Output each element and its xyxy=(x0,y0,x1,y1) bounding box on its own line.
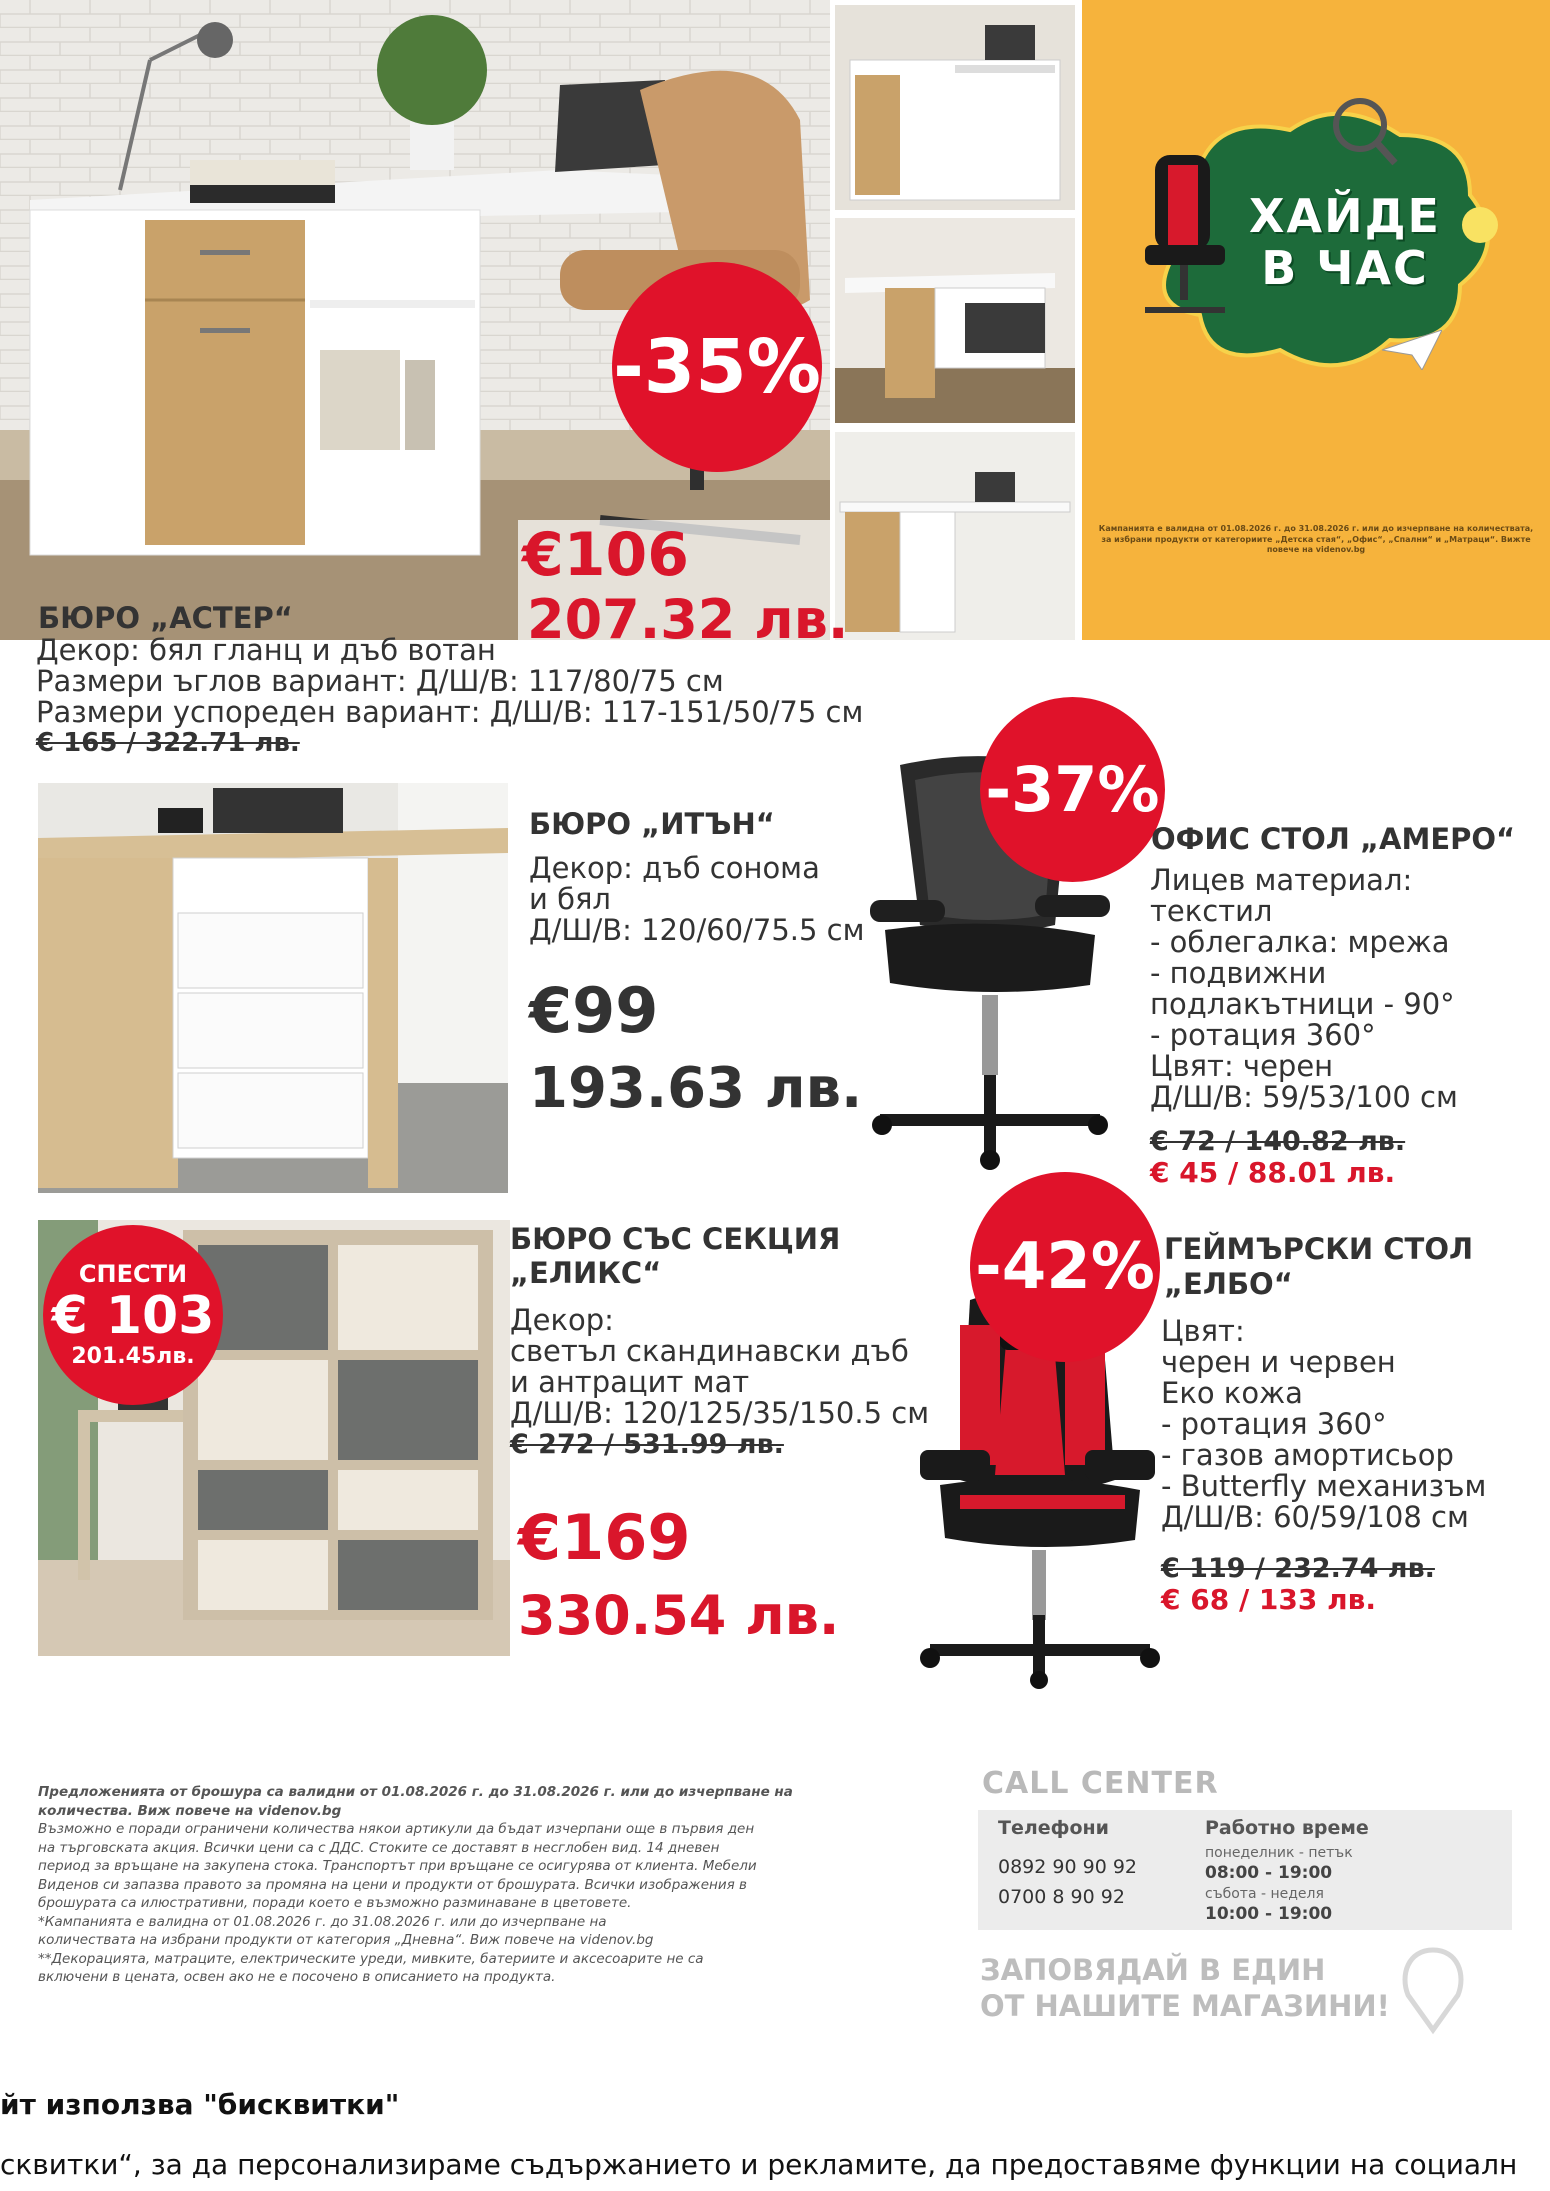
terms-line: **Декорацията, матраците, електрическите уреди, мивките, батериите и аксесоарите не са xyxy=(38,1950,704,1967)
amero-line-3: - облегалка: мрежа xyxy=(1150,925,1450,959)
aster-corner-size-line: Размери ъглов вариант: Д/Ш/В: 117/80/75 см xyxy=(36,664,724,698)
aster-old-price: € 165 / 322.71 лв. xyxy=(36,728,300,758)
eliks-savings-bgn: 201.45лв. xyxy=(71,1344,195,1369)
promo-title-line1: ХАЙДЕ xyxy=(1249,189,1441,243)
terms-line: *Кампанията е валидна от 01.08.2026 г. до 31.08.2026 г. или до изчерпване на xyxy=(38,1913,607,1930)
terms-line: Възможно е поради ограничени количества някои артикули да бъдат изчерпани още в първия ден xyxy=(38,1821,755,1837)
terms-line: Виденов си запазва правото за промяна на цени и продукти от брошурата. Всички изображения в xyxy=(38,1876,747,1893)
aster-discount-badge xyxy=(612,262,822,472)
phone-number[interactable]: 0892 90 90 92 xyxy=(998,1856,1138,1878)
amero-line-6: - ротация 360° xyxy=(1150,1018,1376,1052)
terms-block xyxy=(38,1783,953,1987)
terms-line: количества. Виж повече на videnov.bg xyxy=(38,1802,342,1819)
eliks-line-1: Декор: xyxy=(510,1303,614,1337)
aster-variant-photo-2 xyxy=(835,218,1075,423)
eliks-savings-label: СПЕСТИ xyxy=(78,1260,188,1288)
eliks-price-bgn: 330.54 лв. xyxy=(518,1584,840,1647)
aster-straight-size-line: Размери успореден вариант: Д/Ш/В: 117-151/50/75 см xyxy=(36,695,864,729)
aster-price-bgn: 207.32 лв. xyxy=(527,588,849,651)
elbo-line-5: - газов амортисьор xyxy=(1161,1438,1454,1472)
eliks-line-2: светъл скандинавски дъб xyxy=(510,1334,909,1368)
itan-desk-photo xyxy=(38,783,508,1193)
eliks-line-4: Д/Ш/В: 120/125/35/150.5 см xyxy=(510,1396,930,1430)
elbo-title-line1: ГЕЙМЪРСКИ СТОЛ xyxy=(1164,1232,1474,1266)
paper-plane-icon xyxy=(1382,330,1442,370)
aster-decor-line: Декор: бял гланц и дъб вотан xyxy=(36,633,496,667)
amero-discount-label: -37% xyxy=(985,753,1160,826)
elbo-line-4: - ротация 360° xyxy=(1161,1407,1387,1441)
aster-variant-photo-1 xyxy=(835,5,1075,210)
aster-title: БЮРО „АСТЕР“ xyxy=(38,601,293,635)
promo-panel xyxy=(1082,0,1550,640)
cookie-banner xyxy=(0,2070,1550,2191)
amero-line-4: - подвижни xyxy=(1150,956,1327,990)
store-pin-icon xyxy=(1398,1945,1468,2035)
store-invite xyxy=(980,1952,1390,2024)
terms-line: Предложенията от брошура са валидни от 01.08.2026 г. до 31.08.2026 г. или до изчерпване на xyxy=(38,1784,793,1800)
itan-price-eur: €99 xyxy=(529,974,659,1047)
itan-title: БЮРО „ИТЪН“ xyxy=(529,807,775,841)
itan-size-line: Д/Ш/В: 120/60/75.5 см xyxy=(529,913,865,947)
itan-price-bgn: 193.63 лв. xyxy=(529,1056,863,1121)
amero-title: ОФИС СТОЛ „АМЕРО“ xyxy=(1151,822,1516,856)
elbo-line-3: Еко кожа xyxy=(1161,1376,1303,1410)
eliks-old-price: € 272 / 531.99 лв. xyxy=(510,1429,784,1460)
store-invite-line2: ОТ НАШИТЕ МАГАЗИНИ! xyxy=(980,1989,1390,2023)
cookie-text: сквитки“, за да персонализираме съдържанието и рекламите, да предоставяме функции на социалн xyxy=(0,2148,1518,2181)
promo-fine-print: Кампанията е валидна от 01.08.2026 г. до 31.08.2026 г. или до изчерпване на количествата, за избрани продукти от категориите „Детска стая“, „Офис“, „Спални“ и „Матраци“. Вижте повече на videnov.bg xyxy=(1098,524,1534,554)
phone-number[interactable]: 0700 8 90 92 xyxy=(998,1886,1125,1908)
elbo-discount-badge xyxy=(970,1172,1160,1362)
amero-line-5: подлакътници - 90° xyxy=(1150,987,1455,1021)
eliks-price-eur: €169 xyxy=(518,1501,691,1574)
terms-line: включени в цената, освен ако не е посочено в описанието на продукта. xyxy=(38,1969,556,1985)
gaming-chair-icon xyxy=(1130,150,1240,320)
amero-line-1: Лицев материал: xyxy=(1150,863,1413,897)
cookie-title: йт използва "бисквитки" xyxy=(0,2088,400,2121)
eliks-line-3: и антрацит мат xyxy=(510,1365,750,1399)
hours-weekend-time: 10:00 - 19:00 xyxy=(1205,1904,1333,1924)
terms-line: количествата на избрани продукти от категория „Дневна“. Виж повече на videnov.bg xyxy=(38,1932,654,1948)
elbo-line-6: - Butterfly механизъм xyxy=(1161,1469,1487,1503)
hours-weekday-label: понеделник - петък xyxy=(1205,1845,1353,1861)
itan-decor-line-2: и бял xyxy=(529,882,611,916)
amero-line-8: Д/Ш/В: 59/53/100 см xyxy=(1150,1080,1458,1114)
amero-line-2: текстил xyxy=(1150,894,1273,928)
eliks-savings-eur: € 103 xyxy=(51,1286,215,1346)
amero-old-price: € 72 / 140.82 лв. xyxy=(1150,1126,1406,1157)
elbo-line-2: черен и червен xyxy=(1161,1345,1396,1379)
elbo-old-price: € 119 / 232.74 лв. xyxy=(1161,1553,1435,1584)
amero-new-price: € 45 / 88.01 лв. xyxy=(1150,1156,1396,1189)
phones-label: Телефони xyxy=(998,1817,1109,1839)
aster-variant-photo-3 xyxy=(835,432,1075,640)
promo-title-line2: В ЧАС xyxy=(1261,241,1429,295)
call-center-heading: CALL CENTER xyxy=(982,1766,1219,1801)
eliks-title-line2: „ЕЛИКС“ xyxy=(510,1256,662,1290)
hours-label: Работно време xyxy=(1205,1817,1369,1839)
elbo-discount-label: -42% xyxy=(975,1230,1155,1304)
terms-line: период за връщане на закупена стока. Транспортът при връщане се осигурява от клиента. Мебели xyxy=(38,1858,757,1874)
aster-price-eur: €106 xyxy=(522,520,689,590)
store-invite-line1: ЗАПОВЯДАЙ В ЕДИН xyxy=(980,1953,1326,1987)
elbo-line-7: Д/Ш/В: 60/59/108 см xyxy=(1161,1500,1469,1534)
terms-line: на търговската акция. Всички цени са с ДДС. Стоките се доставят в несглобен вид. 14 дневен xyxy=(38,1839,720,1856)
elbo-new-price: € 68 / 133 лв. xyxy=(1161,1583,1376,1616)
amero-discount-badge xyxy=(980,697,1165,882)
eliks-savings-badge xyxy=(43,1225,223,1405)
itan-decor-line: Декор: дъб сонома xyxy=(529,851,820,885)
hours-weekend-label: събота - неделя xyxy=(1205,1886,1324,1902)
eliks-title-line1: БЮРО СЪС СЕКЦИЯ xyxy=(510,1222,841,1256)
aster-discount-label: -35% xyxy=(613,324,821,410)
amero-line-7: Цвят: черен xyxy=(1150,1049,1334,1083)
terms-line: брошурата са илюстративни, поради което е възможно разминаване в цветовете. xyxy=(38,1895,632,1911)
elbo-line-1: Цвят: xyxy=(1161,1314,1245,1348)
hours-weekday-time: 08:00 - 19:00 xyxy=(1205,1863,1333,1883)
elbo-title-line2: „ЕЛБО“ xyxy=(1164,1267,1293,1301)
